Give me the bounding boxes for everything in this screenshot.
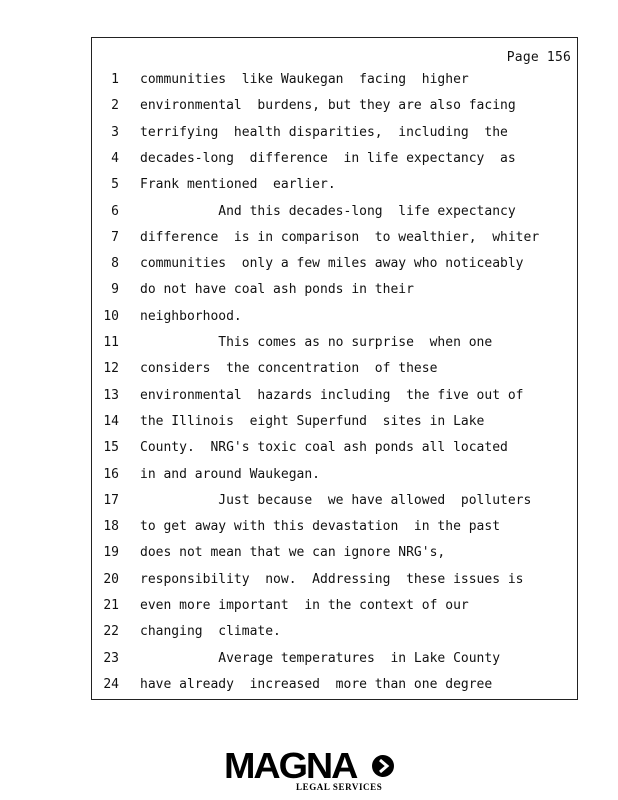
line-text: the Illinois eight Superfund sites in Lake (140, 413, 485, 429)
line-number: 23 (103, 650, 119, 666)
line-text: even more important in the context of our (140, 598, 469, 613)
line-text: in and around Waukegan. (140, 466, 321, 482)
transcript-line (92, 624, 577, 644)
transcript-line (92, 545, 577, 565)
transcript-line (92, 177, 577, 197)
chevron-circle-icon (372, 755, 394, 777)
transcript-line (92, 677, 577, 697)
transcript-line (92, 572, 577, 592)
transcript-line (92, 151, 577, 171)
transcript-line (92, 282, 577, 302)
transcript-line (92, 98, 577, 118)
logo-wordmark: MAGNA (224, 745, 357, 786)
line-text: Just because we have allowed polluters (140, 492, 532, 508)
line-number: 15 (103, 440, 119, 456)
line-text: environmental hazards including the five out of (140, 387, 524, 403)
line-text: difference is in comparison to wealthier, whiter (140, 229, 540, 245)
transcript-line (92, 467, 577, 487)
line-text: environmental burdens, but they are also facing (140, 98, 516, 114)
transcript-line (92, 414, 577, 434)
line-number: 1 (111, 72, 119, 87)
line-number: 5 (111, 177, 119, 193)
line-text: do not have coal ash ponds in their (140, 282, 414, 298)
line-text: does not mean that we can ignore NRG's, (140, 545, 446, 561)
line-number: 24 (103, 676, 119, 692)
line-number: 3 (111, 124, 119, 140)
line-text: Average temperatures in Lake County (140, 650, 501, 666)
transcript-line (92, 72, 577, 92)
line-number: 12 (103, 361, 119, 377)
transcript-line (92, 598, 577, 618)
line-number: 17 (103, 492, 119, 508)
line-number: 9 (111, 282, 119, 298)
line-number: 13 (103, 387, 119, 403)
line-number: 7 (111, 229, 119, 245)
line-text: neighborhood. (140, 308, 242, 324)
line-number: 19 (103, 545, 119, 561)
line-text: communities only a few miles away who noticeably (140, 256, 524, 272)
line-number: 18 (103, 519, 119, 535)
line-number: 10 (103, 308, 119, 324)
page-number: Page 156 (506, 50, 571, 65)
transcript-line (92, 651, 577, 671)
line-text: decades-long difference in life expectancy as (140, 150, 516, 166)
line-text: This comes as no surprise when one (140, 335, 493, 350)
line-number: 20 (103, 571, 119, 587)
transcript-line (92, 125, 577, 145)
magna-logo (224, 745, 394, 794)
line-number: 11 (103, 335, 119, 350)
line-number: 8 (111, 256, 119, 272)
transcript-line (92, 361, 577, 381)
transcript-line (92, 440, 577, 460)
transcript-line (92, 204, 577, 224)
line-number: 6 (111, 203, 119, 219)
line-text: County. NRG's toxic coal ash ponds all located (140, 440, 508, 456)
line-text: have already increased more than one degree (140, 676, 493, 692)
line-text: considers the concentration of these (140, 361, 438, 377)
line-number: 2 (111, 98, 119, 114)
transcript-line (92, 388, 577, 408)
logo-subtitle: LEGAL SERVICES (296, 782, 383, 792)
line-text: And this decades-long life expectancy (140, 203, 516, 219)
line-number: 14 (103, 413, 119, 429)
transcript-line (92, 519, 577, 539)
line-text: changing climate. (140, 624, 281, 640)
transcript-line (92, 230, 577, 250)
transcript-line (92, 493, 577, 513)
line-text: responsibility now. Addressing these issues is (140, 571, 524, 587)
transcript-page (91, 37, 578, 700)
line-text: terrifying health disparities, including the (140, 124, 508, 140)
line-number: 21 (103, 598, 119, 613)
line-number: 22 (103, 624, 119, 640)
transcript-line (92, 335, 577, 355)
transcript-line (92, 309, 577, 329)
line-text: Frank mentioned earlier. (140, 177, 336, 193)
line-text: communities like Waukegan facing higher (140, 72, 469, 87)
line-text: to get away with this devastation in the past (140, 519, 501, 535)
line-number: 4 (111, 150, 119, 166)
transcript-line (92, 256, 577, 276)
line-number: 16 (103, 466, 119, 482)
